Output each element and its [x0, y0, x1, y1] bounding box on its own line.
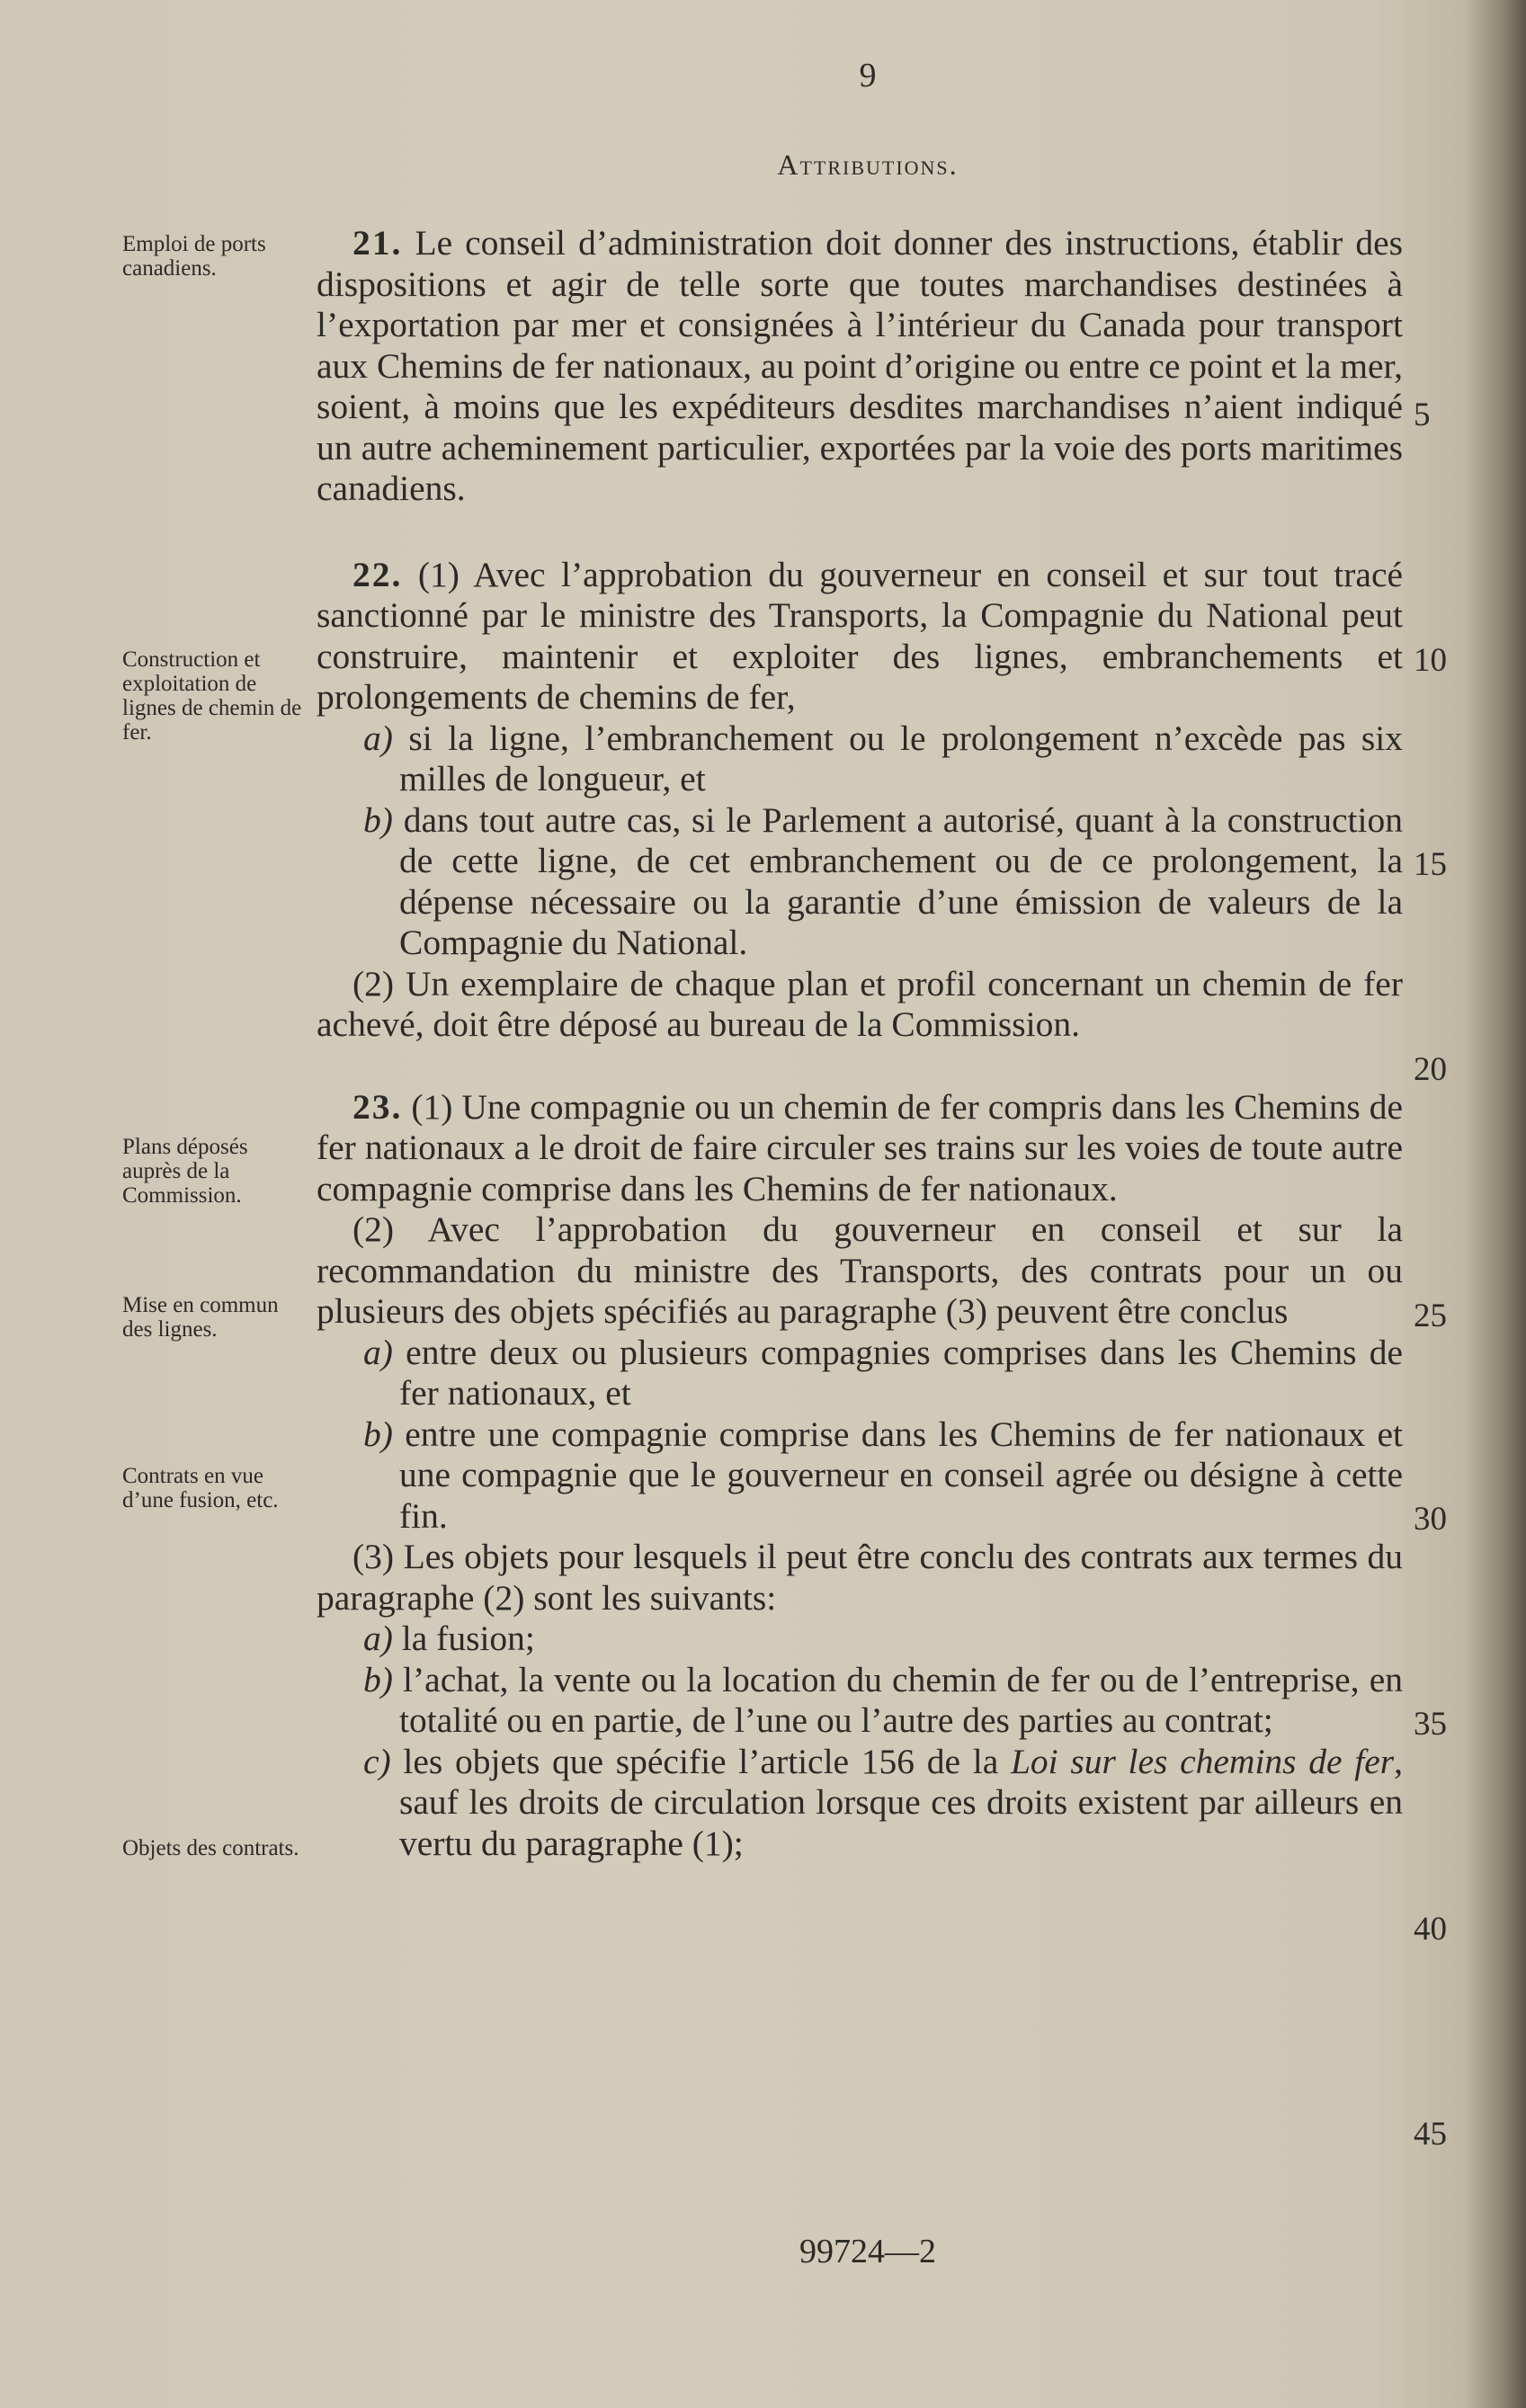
line-number: 30 — [1414, 1501, 1447, 1538]
section-22-paragraph-1 — [317, 555, 1403, 718]
line-number: 40 — [1414, 1911, 1447, 1948]
section-23-paragraph-1 — [317, 1087, 1403, 1210]
section-number: 23. — [352, 1086, 403, 1127]
section-23-p3-item-c — [317, 1742, 1403, 1865]
page-number: 9 — [859, 57, 877, 94]
section-23-paragraph-2: (2) Avec l’approbation du gouverneur en conseil et sur la recommandation du ministre des Transports, des contrats pour un ou plusieurs des objets spécifiés au paragraphe (3) peuvent être conclus — [317, 1209, 1403, 1331]
section-number: 21. — [352, 223, 403, 263]
item-text: la fusion; — [401, 1619, 535, 1658]
item-text: les objets que spécifie l’article 156 de la — [403, 1741, 999, 1781]
margin-note-plans: Plans déposés auprès de la Commission. — [122, 1135, 248, 1208]
item-label: b) — [363, 1659, 393, 1699]
item-text: dans tout autre cas, si le Parlement a autorisé, quant à la construction de cette ligne, de cet embranchement ou de ce prolongement, la dépense nécessaire ou la garantie d’une émission de valeurs de la Compagnie du National. — [399, 799, 1403, 962]
line-number: 25 — [1414, 1298, 1447, 1334]
section-22-paragraph-2: (2) Un exemplaire de chaque plan et profil concernant un chemin de fer achevé, doit être déposé au bureau de la Commission. — [317, 963, 1403, 1044]
section-22-text-1: (1) Avec l’approbation du gouverneur en conseil et sur tout tracé sanctionné par le ministre des Transports, la Compagnie du National peut construire, maintenir et exploiter des lignes, embranchements et prolongements de chemins de fer, — [317, 554, 1404, 717]
section-23-p2-item-b — [317, 1414, 1403, 1538]
margin-note-ports: Emploi de ports canadiens. — [122, 232, 266, 281]
line-number: 45 — [1414, 2116, 1447, 2153]
section-heading: Attributions. — [777, 148, 959, 181]
item-text: l’achat, la vente ou la location du chemin de fer ou de l’entreprise, en totalité ou en partie, de l’une ou l’autre des parties au contrat; — [399, 1659, 1404, 1740]
section-22-item-b — [317, 800, 1403, 964]
section-23-p3-item-a — [317, 1619, 1403, 1660]
section-23-p3-item-b — [317, 1660, 1403, 1742]
margin-note-construction: Construction et exploitation de lignes de chemin de fer. — [122, 647, 302, 745]
section-23-paragraph-3: (3) Les objets pour lesquels il peut être conclu des contrats aux termes du paragraphe (2) sont les suivants: — [317, 1537, 1403, 1618]
footer-code: 99724—2 — [799, 2233, 936, 2270]
margin-note-objets: Objets des contrats. — [122, 1836, 299, 1860]
line-number: 20 — [1414, 1051, 1447, 1088]
margin-note-lignes: Mise en commun des lignes. — [122, 1293, 279, 1342]
item-text: entre une compagnie comprise dans les Chemins de fer nationaux et une compagnie que le gouverneur en conseil agrée ou désigne à cette fin. — [399, 1414, 1403, 1536]
item-text: si la ligne, l’embranchement ou le prolongement n’excède pas six milles de longueur, et — [399, 718, 1403, 798]
item-label: b) — [363, 1414, 393, 1454]
item-label: a) — [363, 718, 393, 758]
section-23-p2-item-a — [317, 1333, 1403, 1414]
item-label: b) — [363, 799, 393, 840]
section-21-text: Le conseil d’administration doit donner des instructions, établir des dispositions et agir de telle sorte que toutes marchandises destinées à l’exportation par mer et consignées à l’intérieur du Canada pour transport aux Chemins de fer nationaux, au point d’origine ou entre ce point et la mer, soient, à moins que les expéditeurs desdites marchandises n’aient indiqué un autre acheminement particulier, exportées par la voie des ports maritimes canadiens. — [317, 223, 1404, 508]
item-label: a) — [363, 1619, 393, 1658]
item-text: , sauf les droits de circulation lorsque ces droits existent par ailleurs en vertu du paragraphe (1); — [399, 1741, 1403, 1863]
section-21-paragraph — [317, 223, 1403, 510]
section-number: 22. — [352, 554, 403, 594]
line-number: 15 — [1414, 846, 1447, 883]
item-text: entre deux ou plusieurs compagnies comprises dans les Chemins de fer nationaux, et — [399, 1332, 1403, 1413]
line-number: 35 — [1414, 1706, 1447, 1743]
section-23-text-1: (1) Une compagnie ou un chemin de fer compris dans les Chemins de fer nationaux a le droit de faire circuler ses trains sur les voies de toute autre compagnie comprise dans les Chemins de fer nationaux. — [317, 1086, 1403, 1208]
act-title: Loi sur les chemins de fer — [1010, 1741, 1395, 1781]
body-text — [317, 223, 1403, 1864]
line-number: 5 — [1414, 397, 1431, 433]
item-label: c) — [363, 1741, 391, 1781]
line-number: 10 — [1414, 642, 1447, 679]
section-22-item-a — [317, 718, 1403, 800]
item-label: a) — [363, 1332, 393, 1372]
margin-note-fusion: Contrats en vue d’une fusion, etc. — [122, 1464, 279, 1512]
